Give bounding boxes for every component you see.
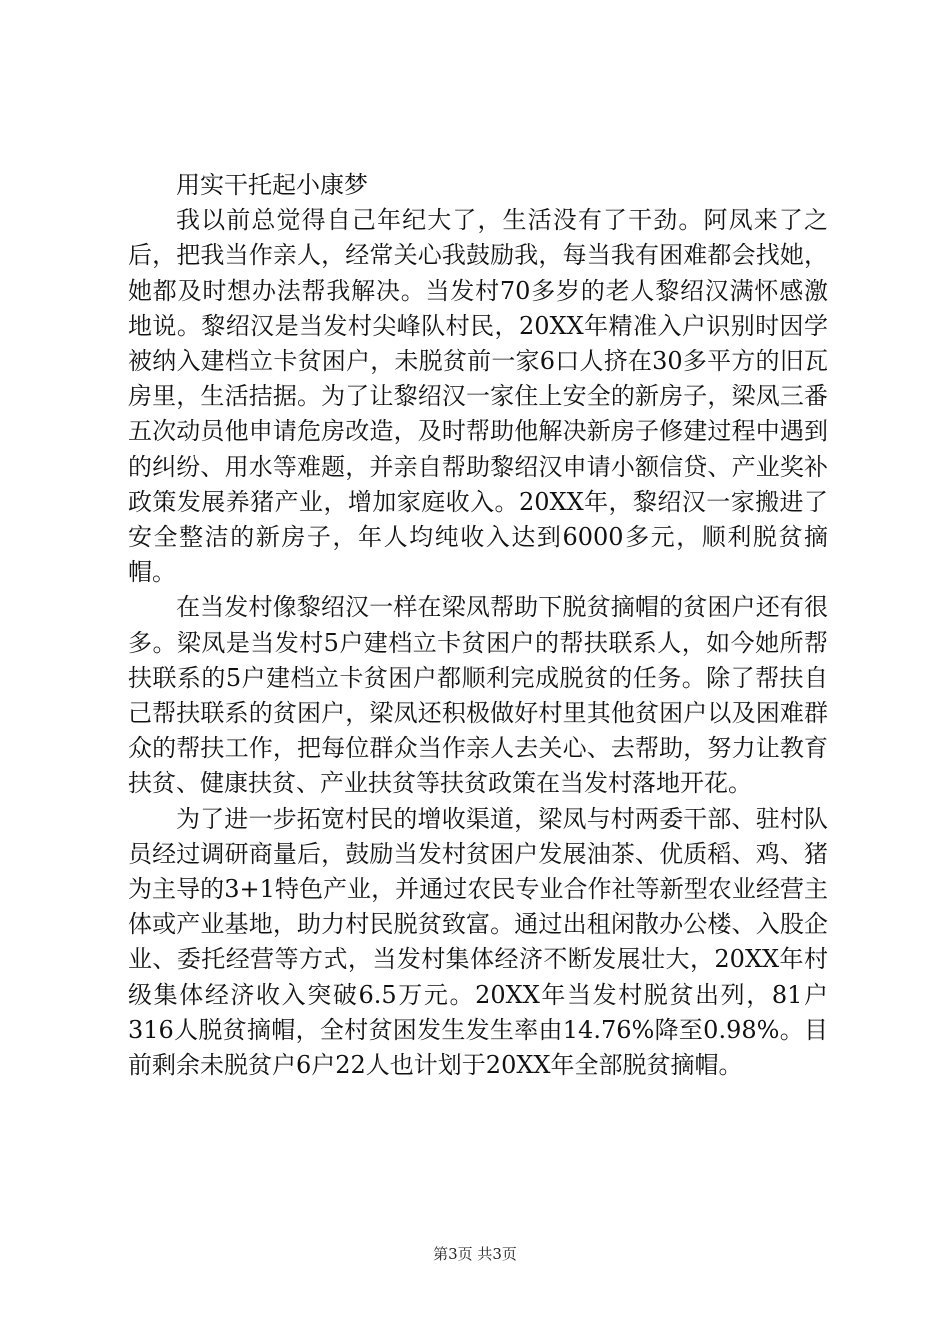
document-body xyxy=(128,168,828,1083)
section-heading: 用实干托起小康梦 xyxy=(176,171,368,199)
paragraph-2: 在当发村像黎绍汉一样在梁凤帮助下脱贫摘帽的贫困户还有很多。梁凤是当发村5户建档立卡贫困户的帮扶联系人，如今她所帮扶联系的5户建档立卡贫困户都顺利完成脱贫的任务。除了帮扶自己帮扶联系的贫困户，梁凤还积极做好村里其他贫困户以及困难群众的帮扶工作，把每位群众当作亲人去关心、去帮助，努力让教育扶贫、健康扶贫、产业扶贫等扶贫政策在当发村落地开花。 xyxy=(128,593,828,798)
paragraph-1: 我以前总觉得自己年纪大了，生活没有了干劲。阿凤来了之后，把我当作亲人，经常关心我鼓励我，每当我有困难都会找她，她都及时想办法帮我解决。当发村70多岁的老人黎绍汉满怀感激地说。黎绍汉是当发村尖峰队村民，20XX年精准入户识别时因学被纳入建档立卡贫困户，未脱贫前一家6口人挤在30多平方的旧瓦房里，生活拮据。为了让黎绍汉一家住上安全的新房子，梁凤三番五次动员他申请危房改造，及时帮助他解决新房子修建过程中遇到的纠纷、用水等难题，并亲自帮助黎绍汉申请小额信贷、产业奖补政策发展养猪产业，增加家庭收入。20XX年，黎绍汉一家搬进了安全整洁的新房子，年人均纯收入达到6000多元，顺利脱贫摘帽。 xyxy=(128,206,828,587)
page-footer: 第3页 共3页 xyxy=(433,1245,517,1263)
paragraph-3: 为了进一步拓宽村民的增收渠道，梁凤与村两委干部、驻村队员经过调研商量后，鼓励当发村贫困户发展油茶、优质稻、鸡、猪为主导的3+1特色产业，并通过农民专业合作社等新型农业经营主体或产业基地，助力村民脱贫致富。通过出租闲散办公楼、入股企业、委托经营等方式，当发村集体经济不断发展壮大，20XX年村级集体经济收入突破6.5万元。20XX年当发村脱贫出列，81户316人脱贫摘帽，全村贫困发生发生率由14.76%降至0.98%。目前剩余未脱贫户6户22人也计划于20XX年全部脱贫摘帽。 xyxy=(128,804,828,1080)
